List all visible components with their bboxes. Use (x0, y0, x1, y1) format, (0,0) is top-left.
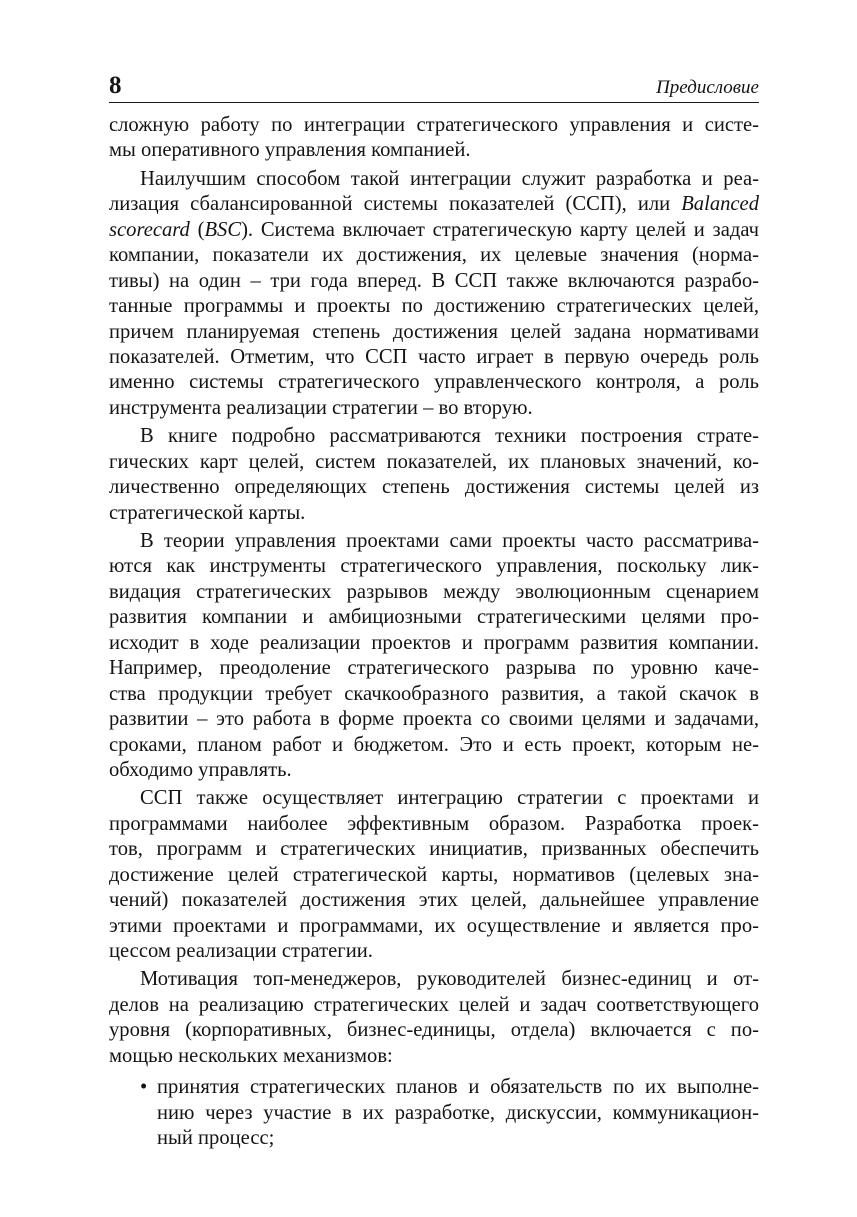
text-line: ный процесс; (157, 1127, 275, 1150)
text-line: развитии – это работа в форме проекта со своими целями и задачами, (109, 708, 759, 731)
text-line: мощью нескольких механизмов: (109, 1044, 393, 1067)
text-line: тов, программ и стратегических инициатив, призванных обеспечить (109, 838, 759, 861)
text-line: цессом реализации стратегии. (109, 940, 373, 962)
text-line: причем планируемая степень достижения целей задана нормативами (109, 320, 759, 343)
text-line: В теории управления проектами сами проекты часто рассматрива- (140, 530, 759, 552)
text-line: компании, показатели их достижения, их целевые значения (норма- (109, 244, 759, 267)
text-line: нию через участие в их разработке, дискуссии, коммуникацион- (157, 1101, 759, 1124)
bullet-marker: • (140, 1076, 148, 1099)
list-item (109, 1075, 759, 1151)
text-line: ства продукции требует скачкообразного развития, а такой скачок в (109, 682, 759, 705)
text-line: Наилучшим способом такой интеграции служит разработка и реа- (140, 167, 759, 190)
text-line: • принятия стратегических планов и обязательств по их выполне- (109, 1075, 759, 1100)
text-line: показателей. Отметим, что ССП часто играет в первую очередь роль (109, 345, 759, 368)
text-line: сложную работу по интеграции стратегического управления и систе- (109, 114, 759, 136)
text-line: scorecard (BSC). Система включает стратегическую карту целей и задач (109, 218, 759, 241)
text-line: достижение целей стратегической карты, нормативов (целевых зна- (109, 863, 759, 886)
text-line: развития компании и амбициозными стратегическими целями про- (109, 606, 759, 629)
text-line: тивы) на один – три года вперед. В ССП также включаются разрабо- (109, 269, 759, 292)
paragraph (109, 786, 759, 964)
paragraph (109, 167, 759, 421)
text-line: гических карт целей, систем показателей, их плановых значений, ко- (109, 450, 759, 473)
text-line: стратегической карты. (109, 501, 306, 524)
text-line: уровня (корпоративных, бизнес-единицы, отдела) включается с по- (109, 1019, 759, 1042)
text-line: В книге подробно рассматриваются техники построения страте- (140, 425, 759, 448)
text-line: ются как инструменты стратегического управления, поскольку лик- (109, 555, 759, 578)
text-line: мы оперативного управления компанией. (109, 139, 471, 162)
text-line: видация стратегических разрывов между эволюционным сценарием (109, 580, 759, 603)
page-header (109, 72, 759, 103)
paragraph (109, 113, 759, 164)
text-line: обходимо управлять. (109, 758, 292, 781)
text-line: танные программы и проекты по достижению стратегических целей, (109, 295, 759, 318)
body-text (109, 113, 759, 1152)
text-line: чений) показателей достижения этих целей, дальнейшее управление (109, 889, 759, 912)
text-line: программами наиболее эффективным образом. Разработка проек- (109, 812, 759, 835)
text-line: именно системы стратегического управленческого контроля, а роль (109, 371, 759, 394)
text-line: ССП также осуществляет интеграцию стратегии с проектами и (140, 787, 759, 810)
running-head: Предисловие (656, 77, 759, 98)
page-number: 8 (109, 72, 122, 99)
text-line: делов на реализацию стратегических целей и задач соответствующего (109, 993, 759, 1016)
text-line: исходит в ходе реализации проектов и программ развития компании. (109, 631, 759, 654)
paragraph (109, 967, 759, 1069)
paragraph (109, 424, 759, 526)
text-line: Например, преодоление стратегического разрыва по уровню каче- (109, 657, 759, 680)
text-line: сроками, планом работ и бюджетом. Это и есть проект, которым не- (109, 733, 759, 756)
text-line: личественно определяющих степень достижения системы целей из (109, 476, 759, 499)
text-line: лизация сбалансированной системы показателей (ССП), или Balanced (109, 193, 759, 216)
text-line: Мотивация топ-менеджеров, руководителей бизнес-единиц и от- (140, 968, 759, 991)
text-line: этими проектами и программами, их осуществление и является про- (109, 914, 759, 937)
text-line: инструмента реализации стратегии – во вторую. (109, 396, 533, 419)
paragraph (109, 529, 759, 783)
